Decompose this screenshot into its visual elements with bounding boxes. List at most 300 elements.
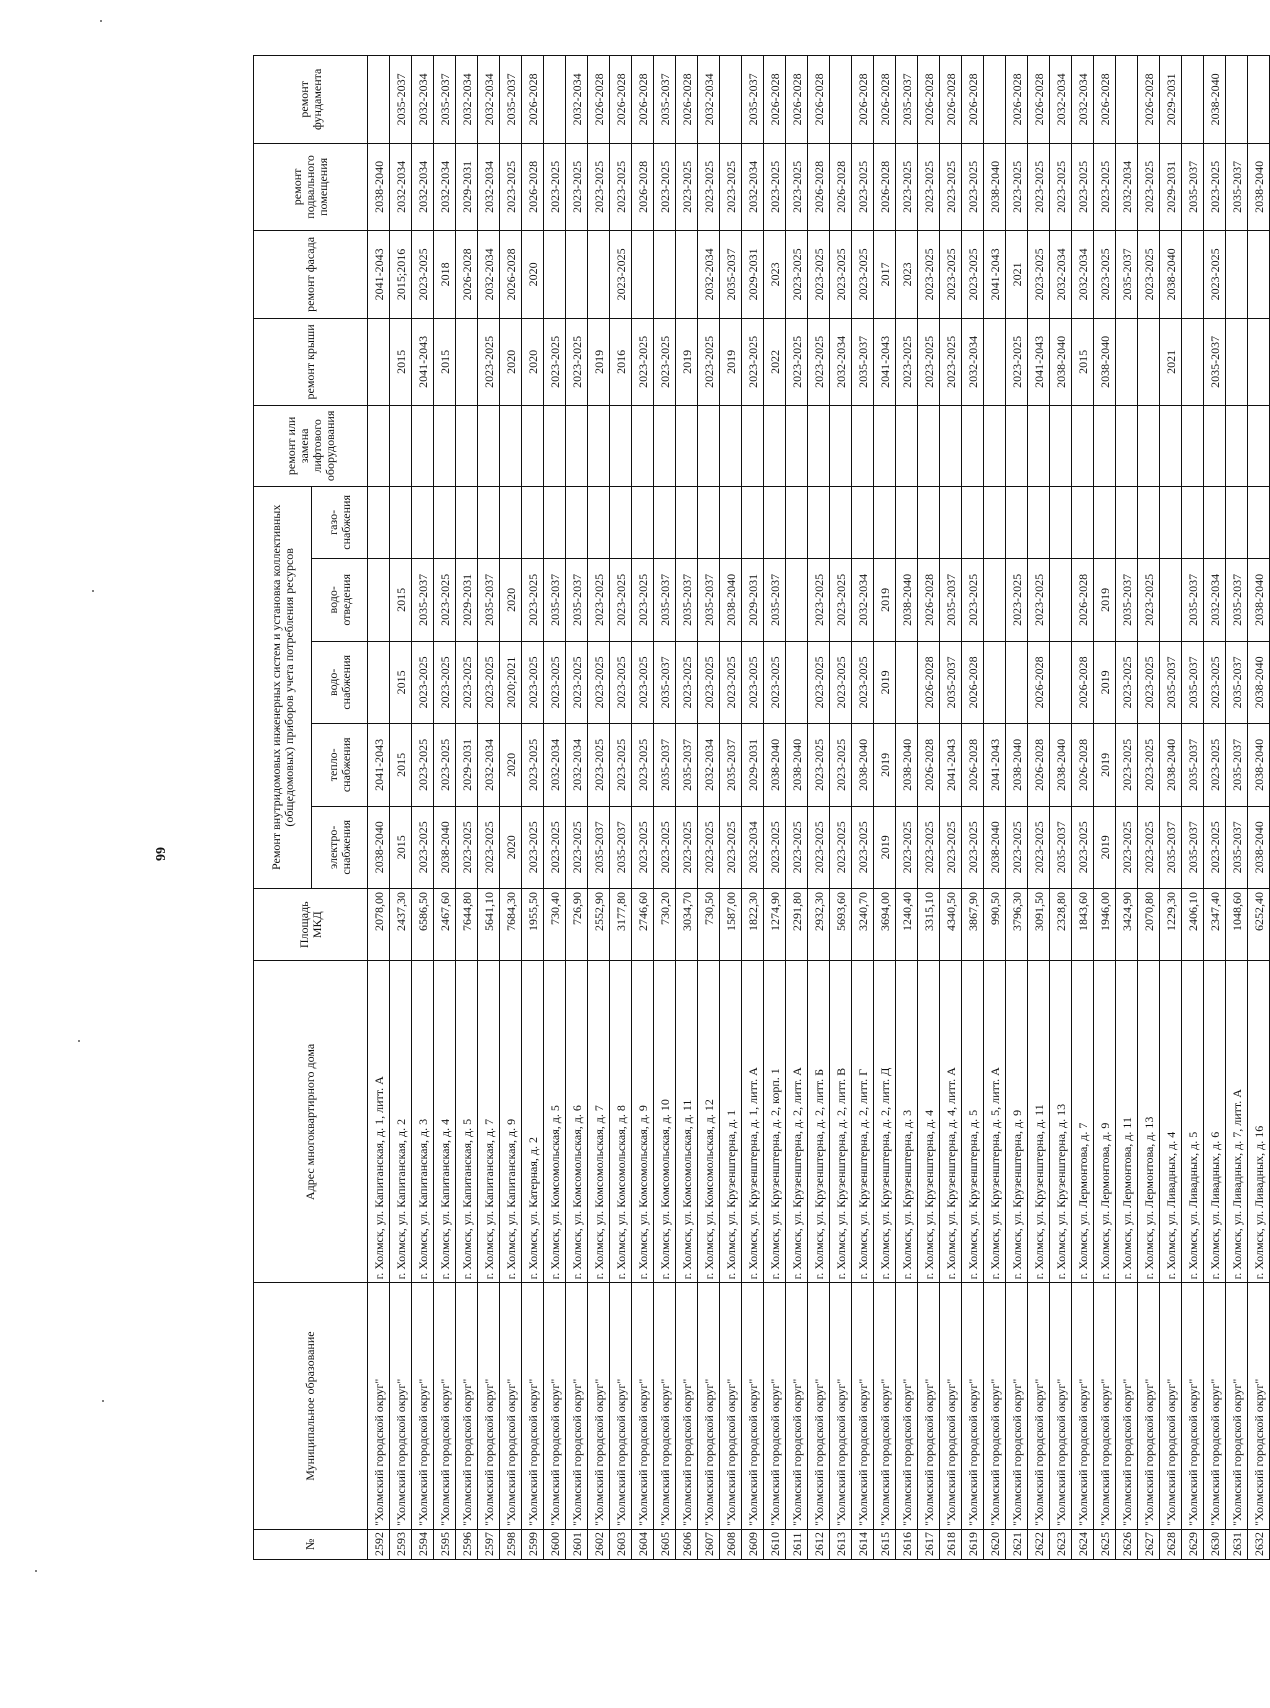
sewer-cell [984,559,1006,641]
municipality-cell: "Холмский городской округ" [808,1283,830,1529]
area-cell: 1822,30 [742,889,764,961]
heat-cell: 2029-2031 [742,724,764,806]
sewer-cell: 2020 [500,559,522,641]
municipality-cell: "Холмский городской округ" [1006,1283,1028,1529]
elevator-cell [874,406,896,486]
facade-cell [1182,231,1204,319]
municipality-cell: "Холмский городской округ" [676,1283,698,1529]
electric-cell: 2038-2040 [1248,806,1270,888]
basement-cell: 2023-2025 [1072,143,1094,231]
sewer-cell: 2029-2031 [456,559,478,641]
facade-cell: 2023-2025 [852,231,874,319]
foundation-cell [1248,56,1270,144]
basement-cell: 2023-2025 [918,143,940,231]
electric-cell: 2023-2025 [852,806,874,888]
basement-cell: 2032-2034 [412,143,434,231]
elevator-cell [896,406,918,486]
elevator-cell [808,406,830,486]
row-number: 2595 [434,1529,456,1559]
heat-cell: 2035-2037 [654,724,676,806]
address-cell: г. Холмск, ул. Лермонтова, д. 7 [1072,961,1094,1283]
basement-cell: 2023-2025 [654,143,676,231]
area-cell: 1240,40 [896,889,918,961]
basement-cell: 2023-2025 [720,143,742,231]
facade-cell: 2041-2043 [368,231,390,319]
water-cell: 2023-2025 [698,641,720,723]
area-cell: 6586,50 [412,889,434,961]
repair-schedule-table [253,55,1270,1560]
row-number: 2613 [830,1529,852,1559]
address-cell: г. Холмск, ул. Комсомольская, д. 8 [610,961,632,1283]
municipality-cell: "Холмский городской округ" [478,1283,500,1529]
table-row [1116,56,1138,1560]
facade-cell: 2015;2016 [390,231,412,319]
area-cell: 1843,60 [1072,889,1094,961]
basement-cell: 2023-2025 [1094,143,1116,231]
row-number: 2629 [1182,1529,1204,1559]
basement-cell: 2032-2034 [434,143,456,231]
foundation-cell [1116,56,1138,144]
table-row [412,56,434,1560]
sewer-cell: 2038-2040 [720,559,742,641]
gas-cell [1050,486,1072,558]
table-row [962,56,984,1560]
heat-cell: 2041-2043 [984,724,1006,806]
row-number: 2626 [1116,1529,1138,1559]
facade-cell: 2032-2034 [1050,231,1072,319]
gas-cell [874,486,896,558]
area-cell: 2070,80 [1138,889,1160,961]
foundation-cell: 2026-2028 [852,56,874,144]
table-row [390,56,412,1560]
municipality-cell: "Холмский городской округ" [720,1283,742,1529]
municipality-cell: "Холмский городской округ" [984,1283,1006,1529]
municipality-cell: "Холмский городской округ" [1204,1283,1226,1529]
water-cell: 2023-2025 [764,641,786,723]
heat-cell: 2035-2037 [1182,724,1204,806]
table-row [676,56,698,1560]
row-number: 2601 [566,1529,588,1559]
address-cell: г. Холмск, ул. Крузенштерна, д. 2, литт. Б [808,961,830,1283]
basement-cell: 2023-2025 [962,143,984,231]
area-cell: 1229,30 [1160,889,1182,961]
elevator-cell [786,406,808,486]
heat-cell: 2041-2043 [368,724,390,806]
electric-cell: 2023-2025 [918,806,940,888]
row-number: 2630 [1204,1529,1226,1559]
header-municipality: Муниципальное образование [254,1283,368,1529]
table-row [1094,56,1116,1560]
foundation-cell: 2026-2028 [786,56,808,144]
table-row [1204,56,1226,1560]
gas-cell [588,486,610,558]
municipality-cell: "Холмский городской округ" [610,1283,632,1529]
roof-cell: 2020 [500,318,522,406]
roof-cell: 2019 [588,318,610,406]
foundation-cell: 2035-2037 [896,56,918,144]
gas-cell [852,486,874,558]
address-cell: г. Холмск, ул. Ливадных, д. 4 [1160,961,1182,1283]
foundation-cell [368,56,390,144]
gas-cell [962,486,984,558]
sewer-cell: 2035-2037 [544,559,566,641]
elevator-cell [1094,406,1116,486]
header-area: Площадь МКД [254,889,368,961]
area-cell: 3694,00 [874,889,896,961]
area-cell: 1955,50 [522,889,544,961]
water-cell: 2035-2037 [1160,641,1182,723]
basement-cell: 2023-2025 [940,143,962,231]
row-number: 2602 [588,1529,610,1559]
elevator-cell [434,406,456,486]
row-number: 2611 [786,1529,808,1559]
sewer-cell: 2023-2025 [434,559,456,641]
basement-cell: 2023-2025 [852,143,874,231]
heat-cell: 2041-2043 [940,724,962,806]
row-number: 2631 [1226,1529,1248,1559]
gas-cell [1204,486,1226,558]
electric-cell: 2019 [1094,806,1116,888]
row-number: 2593 [390,1529,412,1559]
header-sewer: водо-отведения [312,559,368,641]
roof-cell [1226,318,1248,406]
area-cell: 6252,40 [1248,889,1270,961]
area-cell: 2406,10 [1182,889,1204,961]
basement-cell: 2023-2025 [566,143,588,231]
facade-cell: 2038-2040 [1160,231,1182,319]
row-number: 2614 [852,1529,874,1559]
municipality-cell: "Холмский городской округ" [500,1283,522,1529]
basement-cell: 2023-2025 [1138,143,1160,231]
water-cell: 2023-2025 [522,641,544,723]
municipality-cell: "Холмский городской округ" [1138,1283,1160,1529]
sewer-cell [1160,559,1182,641]
gas-cell [1072,486,1094,558]
row-number: 2600 [544,1529,566,1559]
gas-cell [500,486,522,558]
heat-cell: 2023-2025 [522,724,544,806]
sewer-cell: 2023-2025 [588,559,610,641]
electric-cell: 2023-2025 [962,806,984,888]
foundation-cell: 2026-2028 [962,56,984,144]
gas-cell [698,486,720,558]
address-cell: г. Холмск, ул. Комсомольская, д. 6 [566,961,588,1283]
basement-cell: 2029-2031 [1160,143,1182,231]
municipality-cell: "Холмский городской округ" [1160,1283,1182,1529]
roof-cell [984,318,1006,406]
heat-cell: 2032-2034 [544,724,566,806]
gas-cell [918,486,940,558]
area-cell: 3424,90 [1116,889,1138,961]
address-cell: г. Холмск, ул. Лермонтова, д. 11 [1116,961,1138,1283]
basement-cell: 2032-2034 [390,143,412,231]
roof-cell: 2038-2040 [1050,318,1072,406]
heat-cell: 2038-2040 [1006,724,1028,806]
basement-cell: 2023-2025 [896,143,918,231]
basement-cell: 2026-2028 [874,143,896,231]
municipality-cell: "Холмский городской округ" [632,1283,654,1529]
row-number: 2605 [654,1529,676,1559]
row-number: 2592 [368,1529,390,1559]
water-cell: 2023-2025 [1204,641,1226,723]
elevator-cell [720,406,742,486]
elevator-cell [1028,406,1050,486]
gas-cell [478,486,500,558]
row-number: 2608 [720,1529,742,1559]
roof-cell: 2022 [764,318,786,406]
sewer-cell: 2015 [390,559,412,641]
basement-cell: 2038-2040 [368,143,390,231]
heat-cell: 2038-2040 [1248,724,1270,806]
water-cell: 2026-2028 [962,641,984,723]
roof-cell: 2041-2043 [874,318,896,406]
electric-cell: 2035-2037 [1226,806,1248,888]
electric-cell: 2023-2025 [456,806,478,888]
gas-cell [1248,486,1270,558]
foundation-cell: 2035-2037 [390,56,412,144]
water-cell: 2023-2025 [544,641,566,723]
sewer-cell: 2035-2037 [940,559,962,641]
area-cell: 1946,00 [1094,889,1116,961]
address-cell: г. Холмск, ул. Капитанская, д. 7 [478,961,500,1283]
address-cell: г. Холмск, ул. Ливадных, д. 6 [1204,961,1226,1283]
foundation-cell: 2026-2028 [918,56,940,144]
area-cell: 730,40 [544,889,566,961]
water-cell: 2023-2025 [588,641,610,723]
facade-cell: 2035-2037 [720,231,742,319]
area-cell: 1048,60 [1226,889,1248,961]
water-cell: 2026-2028 [918,641,940,723]
basement-cell: 2026-2028 [830,143,852,231]
roof-cell: 2023-2025 [544,318,566,406]
basement-cell: 2026-2028 [522,143,544,231]
basement-cell: 2035-2037 [1182,143,1204,231]
roof-cell: 2015 [390,318,412,406]
sewer-cell: 2023-2025 [1028,559,1050,641]
sewer-cell: 2035-2037 [478,559,500,641]
gas-cell [544,486,566,558]
row-number: 2606 [676,1529,698,1559]
water-cell: 2026-2028 [1028,641,1050,723]
basement-cell: 2023-2025 [544,143,566,231]
basement-cell: 2023-2025 [1028,143,1050,231]
page-number: 66 [152,847,167,861]
heat-cell: 2023-2025 [1116,724,1138,806]
basement-cell: 2032-2034 [1116,143,1138,231]
elevator-cell [1006,406,1028,486]
electric-cell: 2035-2037 [1050,806,1072,888]
electric-cell: 2023-2025 [1006,806,1028,888]
elevator-cell [852,406,874,486]
municipality-cell: "Холмский городской округ" [566,1283,588,1529]
heat-cell: 2023-2025 [1138,724,1160,806]
area-cell: 3177,80 [610,889,632,961]
row-number: 2627 [1138,1529,1160,1559]
foundation-cell: 2032-2034 [1050,56,1072,144]
facade-cell: 2018 [434,231,456,319]
address-cell: г. Холмск, ул. Ливадных, д. 7, литт. А [1226,961,1248,1283]
row-number: 2604 [632,1529,654,1559]
electric-cell: 2035-2037 [1182,806,1204,888]
sewer-cell: 2023-2025 [1138,559,1160,641]
row-number: 2616 [896,1529,918,1559]
electric-cell: 2023-2025 [1072,806,1094,888]
municipality-cell: "Холмский городской округ" [896,1283,918,1529]
municipality-cell: "Холмский городской округ" [852,1283,874,1529]
elevator-cell [412,406,434,486]
roof-cell [368,318,390,406]
header-water: водо-снабжения [312,641,368,723]
table-row [1182,56,1204,1560]
address-cell: г. Холмск, ул. Комсомольская, д. 12 [698,961,720,1283]
table-row [720,56,742,1560]
address-cell: г. Холмск, ул. Ливадных, д. 5 [1182,961,1204,1283]
gas-cell [984,486,1006,558]
water-cell: 2023-2025 [610,641,632,723]
area-cell: 2932,30 [808,889,830,961]
facade-cell [1226,231,1248,319]
gas-cell [1094,486,1116,558]
electric-cell: 2023-2025 [940,806,962,888]
roof-cell: 2035-2037 [852,318,874,406]
elevator-cell [390,406,412,486]
area-cell: 3240,70 [852,889,874,961]
elevator-cell [962,406,984,486]
electric-cell: 2023-2025 [1028,806,1050,888]
address-cell: г. Холмск, ул. Крузенштерна, д. 4, литт. А [940,961,962,1283]
facade-cell: 2035-2037 [1116,231,1138,319]
elevator-cell [830,406,852,486]
elevator-cell [1160,406,1182,486]
roof-cell: 2032-2034 [962,318,984,406]
foundation-cell: 2038-2040 [1204,56,1226,144]
electric-cell: 2035-2037 [610,806,632,888]
heat-cell: 2019 [874,724,896,806]
gas-cell [1028,486,1050,558]
foundation-cell: 2026-2028 [764,56,786,144]
facade-cell: 2023-2025 [1094,231,1116,319]
sewer-cell: 2019 [874,559,896,641]
area-cell: 5693,60 [830,889,852,961]
address-cell: г. Холмск, ул. Катерная, д. 2 [522,961,544,1283]
heat-cell: 2020 [500,724,522,806]
row-number: 2619 [962,1529,984,1559]
facade-cell [566,231,588,319]
heat-cell: 2015 [390,724,412,806]
row-number: 2603 [610,1529,632,1559]
municipality-cell: "Холмский городской округ" [522,1283,544,1529]
foundation-cell: 2026-2028 [874,56,896,144]
scan-speck [35,1570,37,1572]
area-cell: 2552,90 [588,889,610,961]
heat-cell: 2019 [1094,724,1116,806]
heat-cell: 2035-2037 [676,724,698,806]
row-number: 2612 [808,1529,830,1559]
facade-cell: 2023-2025 [1138,231,1160,319]
basement-cell: 2035-2037 [1226,143,1248,231]
water-cell: 2019 [1094,641,1116,723]
water-cell [1050,641,1072,723]
elevator-cell [742,406,764,486]
elevator-cell [500,406,522,486]
roof-cell: 2023-2025 [654,318,676,406]
foundation-cell: 2026-2028 [1138,56,1160,144]
area-cell: 990,50 [984,889,1006,961]
water-cell: 2035-2037 [654,641,676,723]
address-cell: г. Холмск, ул. Крузенштерна, д. 11 [1028,961,1050,1283]
address-cell: г. Холмск, ул. Крузенштерна, д. 2, литт. В [830,961,852,1283]
sewer-cell: 2023-2025 [522,559,544,641]
address-cell: г. Холмск, ул. Крузенштерна, д. 4 [918,961,940,1283]
gas-cell [896,486,918,558]
foundation-cell: 2026-2028 [632,56,654,144]
facade-cell [632,231,654,319]
heat-cell: 2038-2040 [1160,724,1182,806]
area-cell: 1274,90 [764,889,786,961]
table-row [368,56,390,1560]
address-cell: г. Холмск, ул. Крузенштерна, д. 5, литт. А [984,961,1006,1283]
municipality-cell: "Холмский городской округ" [1116,1283,1138,1529]
heat-cell: 2026-2028 [962,724,984,806]
table-row [566,56,588,1560]
row-number: 2624 [1072,1529,1094,1559]
gas-cell [786,486,808,558]
heat-cell: 2032-2034 [698,724,720,806]
address-cell: г. Холмск, ул. Комсомольская, д. 7 [588,961,610,1283]
municipality-cell: "Холмский городской округ" [544,1283,566,1529]
header-electric: электро-снабжения [312,806,368,888]
row-number: 2609 [742,1529,764,1559]
municipality-cell: "Холмский городской округ" [1094,1283,1116,1529]
electric-cell: 2019 [874,806,896,888]
elevator-cell [1072,406,1094,486]
heat-cell: 2032-2034 [478,724,500,806]
sewer-cell: 2026-2028 [918,559,940,641]
electric-cell: 2023-2025 [720,806,742,888]
area-cell: 2347,40 [1204,889,1226,961]
facade-cell: 2020 [522,231,544,319]
address-cell: г. Холмск, ул. Капитанская, д. 4 [434,961,456,1283]
facade-cell: 2023 [896,231,918,319]
table-row [764,56,786,1560]
table-row [984,56,1006,1560]
area-cell: 3867,90 [962,889,984,961]
heat-cell: 2038-2040 [852,724,874,806]
address-cell: г. Холмск, ул. Крузенштерна, д. 3 [896,961,918,1283]
table-row [1072,56,1094,1560]
gas-cell [1182,486,1204,558]
water-cell [984,641,1006,723]
municipality-cell: "Холмский городской округ" [1226,1283,1248,1529]
municipality-cell: "Холмский городской округ" [1248,1283,1270,1529]
municipality-cell: "Холмский городской округ" [390,1283,412,1529]
table-row [1138,56,1160,1560]
area-cell: 3091,50 [1028,889,1050,961]
water-cell: 2023-2025 [412,641,434,723]
municipality-cell: "Холмский городской округ" [764,1283,786,1529]
roof-cell: 2023-2025 [918,318,940,406]
heat-cell: 2032-2034 [566,724,588,806]
address-cell: г. Холмск, ул. Капитанская, д. 3 [412,961,434,1283]
facade-cell: 2026-2028 [500,231,522,319]
electric-cell: 2023-2025 [1204,806,1226,888]
electric-cell: 2023-2025 [522,806,544,888]
table-row [500,56,522,1560]
electric-cell: 2023-2025 [830,806,852,888]
electric-cell: 2023-2025 [676,806,698,888]
facade-cell: 2023-2025 [1204,231,1226,319]
sewer-cell: 2035-2037 [1182,559,1204,641]
